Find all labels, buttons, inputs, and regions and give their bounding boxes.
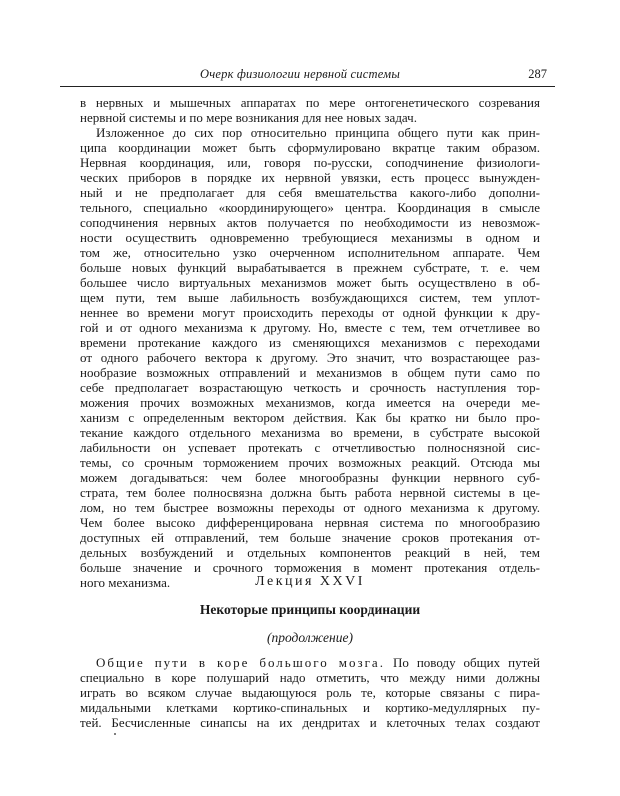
text-line: можения прочих возможных механизмов, когда имеется на очереди ме-	[80, 395, 540, 410]
text-line: Нервная координация, или, говоря по-русски, соподчинение физиологи-	[80, 155, 540, 170]
text-line: Изложенное до сих пор относительно принципа общего пути как прин-	[96, 125, 540, 140]
page-number: 287	[528, 67, 547, 81]
lead-line-rest: По поводу общих путей	[384, 655, 540, 670]
text-line: ного механизма.	[80, 575, 171, 590]
text-line-lead	[80, 655, 540, 670]
text-line: ческих приборов в порядке их нервной увязки, есть процесс вынужден-	[80, 170, 540, 185]
text-line: нообразие возможных отправлений и механизмов в общем пути само по	[80, 365, 540, 380]
text-line: текание каждого отдельного механизма во времени, в субстрате высокой	[80, 425, 540, 440]
text-line: неннее во времени могут происходить переходы от одной функции к дру-	[80, 305, 540, 320]
text-line: тельного, специально «координирующего» центра. Координация в смысле	[80, 200, 540, 215]
text-line: Чем более высоко дифференцирована нервная система по многообразию	[80, 515, 540, 530]
text-line: тей. Бесчисленные синапсы на их дендритах и клеточных телах создают	[80, 715, 540, 730]
print-speck	[114, 733, 116, 735]
text-line: в нервных и мышечных аппаратах по мере онтогенетического созревания	[80, 95, 540, 110]
text-line: лабильности он успевает протекать с отчетливостью полноснязной сис-	[80, 440, 540, 455]
text-line: ности осуществить одновременно требующиеся механизмы в одном и	[80, 230, 540, 245]
body-text-continued	[80, 655, 540, 730]
text-line: ханизм с определенным вектором действия. Как бы кратко ни было про-	[80, 410, 540, 425]
text-line: мидальными клетками кортико-спинальных и кортико-медуллярных пу-	[80, 700, 540, 715]
text-line: от одного рабочего вектора к другому. Это значит, что возрастающее раз-	[80, 350, 540, 365]
text-line: времени протекание каждого из сменяющихся механизмов с переходами	[80, 335, 540, 350]
text-line: ный и не предполагает для себя вмешательства какого-либо дополни-	[80, 185, 540, 200]
lecture-title: Некоторые принципы координации	[199, 602, 421, 617]
text-line: темы, со срочным торможением прочих возможных реакций. Отсюда мы	[80, 455, 540, 470]
text-line: можем догадываться: чем более многообразны функции нервного суб-	[80, 470, 540, 485]
text-line: себе предполагает возрастающую четкость и срочность наступления тор-	[80, 380, 540, 395]
text-line: щем пути, тем выше лабильность возбуждающихся систем, тем уплот-	[80, 290, 540, 305]
text-line: нервной системы и по мере возникания для нее новых задач.	[80, 110, 417, 125]
running-title: Очерк физиологии нервной системы	[200, 67, 401, 81]
text-line: доступных ей отправлений, тем больше значение сроков протекания от-	[80, 530, 540, 545]
text-line: большее число виртуальных механизмов может быть осуществлено в об-	[80, 275, 540, 290]
body-text	[80, 95, 540, 590]
text-line: играть во всяком случае выдающуюся роль те, которые связаны с пира-	[80, 685, 540, 700]
text-line: больше новых функций вырабатывается в прежнем субстрате, т. е. чем	[80, 260, 540, 275]
text-line: лом, но тем быстрее возможны переходы от одного механизма к другому.	[80, 500, 540, 515]
text-line: специально в коре полушарий надо отметить, что между ними должны	[80, 670, 540, 685]
text-line: ципа координации может быть сформулировано вкратце таким образом.	[80, 140, 540, 155]
text-line: больше значение и срочного торможения в момент протекания отдель-	[80, 560, 540, 575]
text-line: страта, тем более полносвязна должна быть работа нервной системы в це-	[80, 485, 540, 500]
text-line: том же, относительно узко очерченном исполнительном аппарате. Чем	[80, 245, 540, 260]
lecture-heading: Лекция XXVI	[255, 574, 365, 589]
text-line: соподчинения нервных актов получается по необходимости из невозмож-	[80, 215, 540, 230]
text-line: дельных возбуждений и отдельных компонентов реакций в ней, тем	[80, 545, 540, 560]
section-run-in-heading: Общие пути в коре большого мозга.	[96, 655, 385, 670]
running-header	[60, 64, 555, 87]
text-line: гой и от одного механизма к другому. Но, вместе с тем, тем отчетливее во	[80, 320, 540, 335]
lecture-subtitle: (продолжение)	[266, 630, 353, 645]
